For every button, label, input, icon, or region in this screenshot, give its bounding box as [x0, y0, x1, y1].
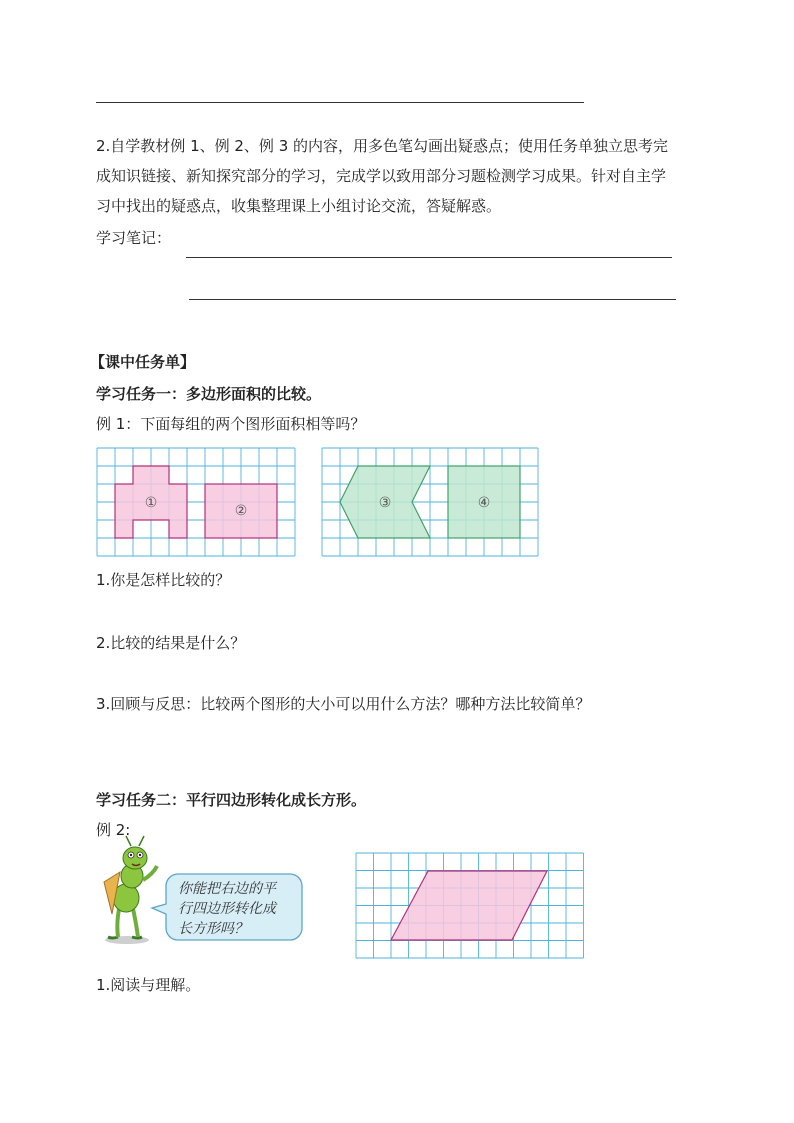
- shape-3-label: ③: [378, 495, 392, 511]
- step2-line-3: 习中找出的疑惑点，收集整理课上小组讨论交流，答疑解惑。: [96, 197, 502, 215]
- bubble-line-3: 长方形吗？: [178, 921, 248, 937]
- step2-line-1: 2.自学教材例 1、例 2、例 3 的内容，用多色笔勾画出疑惑点；使用任务单独立思考完: [96, 137, 669, 155]
- parallelogram-shape: [391, 871, 547, 940]
- bubble-line-1: 你能把右边的平: [178, 881, 276, 897]
- shape-2-label: ②: [234, 503, 248, 519]
- question-3: 3.回顾与反思：比较两个图形的大小可以用什么方法？哪种方法比较简单？: [96, 695, 591, 713]
- shape-1-label: ①: [144, 495, 158, 511]
- step2-line-2: 成知识链接、新知探究部分的学习，完成学以致用部分习题检测学习成果。针对自主学: [96, 167, 667, 185]
- example2-label: 例 2:: [96, 821, 131, 839]
- task2-title: 学习任务二：平行四边形转化成长方形。: [96, 791, 367, 809]
- question-2: 2.比较的结果是什么？: [96, 634, 246, 652]
- question-1: 1.你是怎样比较的？: [96, 571, 231, 589]
- example1-prompt: 例 1：下面每组的两个图形面积相等吗？: [96, 415, 366, 433]
- bubble-line-2: 行四边形转化成: [178, 901, 276, 917]
- notes-label: 学习笔记：: [96, 229, 172, 247]
- shape-4-label: ④: [477, 495, 491, 511]
- mascot-illustration: [104, 836, 157, 944]
- task1-title: 学习任务一：多边形面积的比较。: [96, 385, 322, 403]
- section-header: 【课中任务单】: [90, 353, 196, 371]
- question-read: 1.阅读与理解。: [96, 976, 201, 994]
